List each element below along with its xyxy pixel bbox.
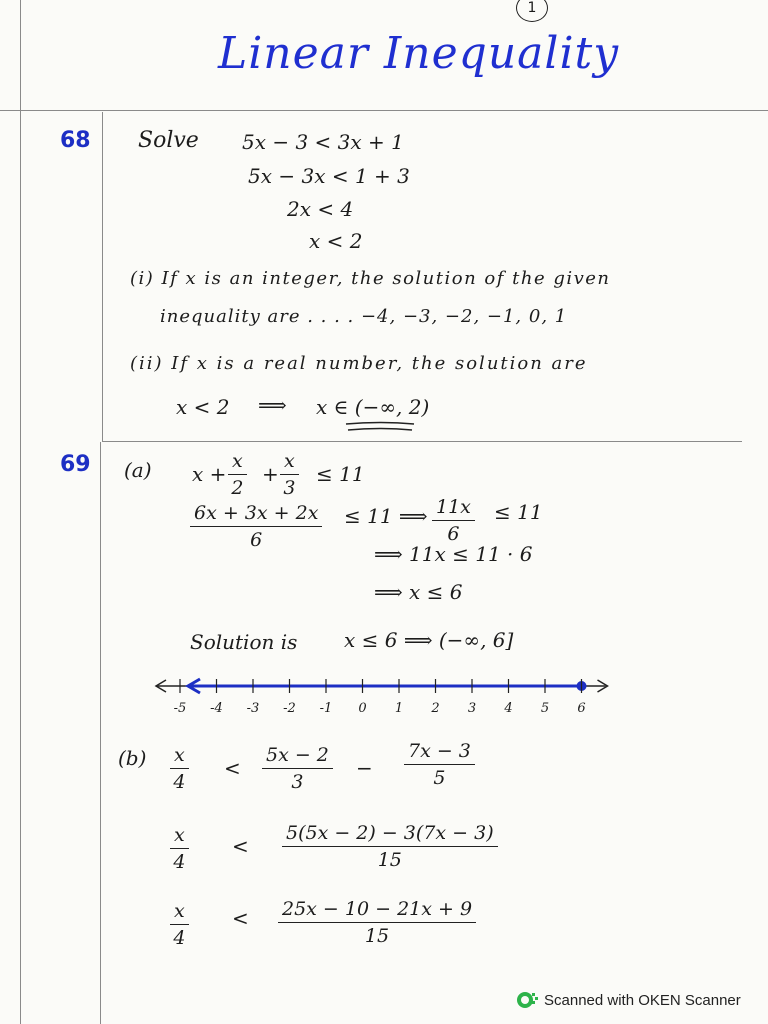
q69a-eq1-left: x +	[192, 462, 227, 486]
q69b-r2-f2-den: 15	[377, 849, 402, 871]
number-line-tick-label: 2	[431, 701, 440, 716]
q69b-r2-f1-den: 4	[173, 851, 186, 873]
q69a-eq1-plus: +	[262, 462, 279, 486]
q69b-r2-lt: <	[232, 834, 249, 858]
q68-part-ii-interval: x ∈ (−∞, 2)	[316, 395, 430, 419]
q69b-r3-f2-den: 15	[364, 925, 390, 947]
q69a-label: (a)	[124, 458, 152, 482]
q69b-r3-f2-num: 25x − 10 − 21x + 9	[278, 898, 476, 923]
oken-scanner-logo-icon	[516, 989, 538, 1011]
q69b-r3-lt: <	[232, 906, 249, 930]
q69a-eq2-right: ≤ 11	[494, 500, 543, 524]
scanner-watermark-text: Scanned with OKEN Scanner	[544, 991, 741, 1009]
q68-double-underline	[344, 420, 416, 434]
q69b-r1-f2-den: 3	[291, 771, 304, 793]
number-line-tick-label: 3	[467, 701, 477, 716]
q69b-r3-fraction-2	[278, 898, 476, 947]
q69a-eq2-right-fraction	[432, 496, 475, 545]
q69b-label: (b)	[118, 746, 147, 770]
question-69-number: 69	[60, 452, 91, 477]
section-divider-rule	[102, 441, 742, 442]
page-title: Linear Inequality	[218, 28, 620, 79]
q69b-r1-f3-den: 5	[433, 767, 446, 789]
number-line-tick-label: 1	[394, 701, 404, 716]
q69b-r1-fraction-2	[262, 744, 333, 793]
scanner-watermark	[516, 989, 741, 1011]
left-margin-rule-lower	[100, 442, 101, 1024]
q68-solve-label: Solve	[138, 128, 199, 153]
q69a-eq2-mid: ≤ 11 ⟹	[344, 504, 428, 528]
q69b-r1-f1-den: 4	[173, 771, 186, 793]
q69a-eq1-f1-den: 2	[231, 477, 244, 499]
number-line-tick-label: -5	[173, 701, 187, 716]
q68-part-ii-line-1: (ii) If x is a real number, the solution are	[130, 353, 588, 374]
q69a-eq3: ⟹ 11x ≤ 11 · 6	[374, 542, 533, 566]
q69b-r3-f1-num: x	[170, 900, 189, 925]
q68-step-2: 5x − 3x < 1 + 3	[248, 164, 410, 188]
q68-part-i-line-1: (i) If x is an integer, the solution of the given	[130, 268, 611, 289]
number-line-tick-label: 6	[577, 701, 586, 716]
q68-part-ii-arrow: ⟹	[258, 393, 287, 417]
left-page-edge-rule	[20, 0, 21, 1024]
q68-part-i-line-2: inequality are . . . . −4, −3, −2, −1, 0, 1	[160, 306, 568, 327]
q68-step-3: 2x < 4	[287, 197, 354, 221]
number-line-tick-label: 5	[540, 701, 550, 716]
q69b-r1-f2-num: 5x − 2	[262, 744, 333, 769]
question-68-number: 68	[60, 128, 91, 153]
q69a-solution-label: Solution is	[190, 630, 298, 654]
top-rule	[0, 110, 768, 111]
q69a-eq2-num: 6x + 3x + 2x	[190, 502, 322, 527]
q69a-eq1-fraction-1	[228, 450, 247, 499]
q69a-eq1-right: ≤ 11	[316, 462, 365, 486]
q69b-r1-f1-num: x	[170, 744, 189, 769]
q69b-r1-fraction-3	[404, 740, 475, 789]
q68-step-4: x < 2	[309, 229, 363, 253]
q69b-r1-f3-num: 7x − 3	[404, 740, 475, 765]
q69a-eq2-fraction	[190, 502, 322, 551]
number-line-tick-label: -3	[246, 701, 260, 716]
q69a-number-line	[150, 662, 610, 722]
number-line-tick-label: -1	[319, 701, 333, 716]
q69b-r1-minus: −	[356, 756, 373, 780]
left-margin-rule-upper	[102, 112, 103, 442]
q69b-r3-f1-den: 4	[173, 927, 186, 949]
page-number: 1	[516, 0, 548, 22]
number-line-tick-label: -2	[283, 701, 296, 716]
q69b-r2-f1-num: x	[170, 824, 189, 849]
q69b-r2-fraction-2	[282, 822, 498, 871]
q69a-eq1-f2-den: 3	[283, 477, 296, 499]
q69a-eq1-fraction-2	[280, 450, 299, 499]
q68-part-ii-condition: x < 2	[176, 395, 230, 419]
q69a-eq2-f-den: 6	[447, 523, 460, 545]
number-line-tick-label: 4	[504, 701, 513, 716]
q69a-eq2-den: 6	[250, 529, 263, 551]
q69a-eq1-f2-num: x	[280, 450, 299, 475]
q69b-r3-fraction-1	[170, 900, 189, 949]
q69a-solution-text: x ≤ 6 ⟹ (−∞, 6]	[344, 628, 514, 652]
number-line-tick-label: -4	[210, 701, 223, 716]
number-line-tick-label: 0	[358, 701, 367, 716]
q69b-r1-fraction-1	[170, 744, 189, 793]
q69a-eq2-f-num: 11x	[432, 496, 475, 521]
q69b-r1-lt: <	[224, 756, 241, 780]
q69a-eq4: ⟹ x ≤ 6	[374, 580, 463, 604]
q69b-r2-f2-num: 5(5x − 2) − 3(7x − 3)	[282, 822, 498, 847]
q69a-eq1-f1-num: x	[228, 450, 247, 475]
q69b-r2-fraction-1	[170, 824, 189, 873]
q68-step-1: 5x − 3 < 3x + 1	[242, 130, 404, 154]
